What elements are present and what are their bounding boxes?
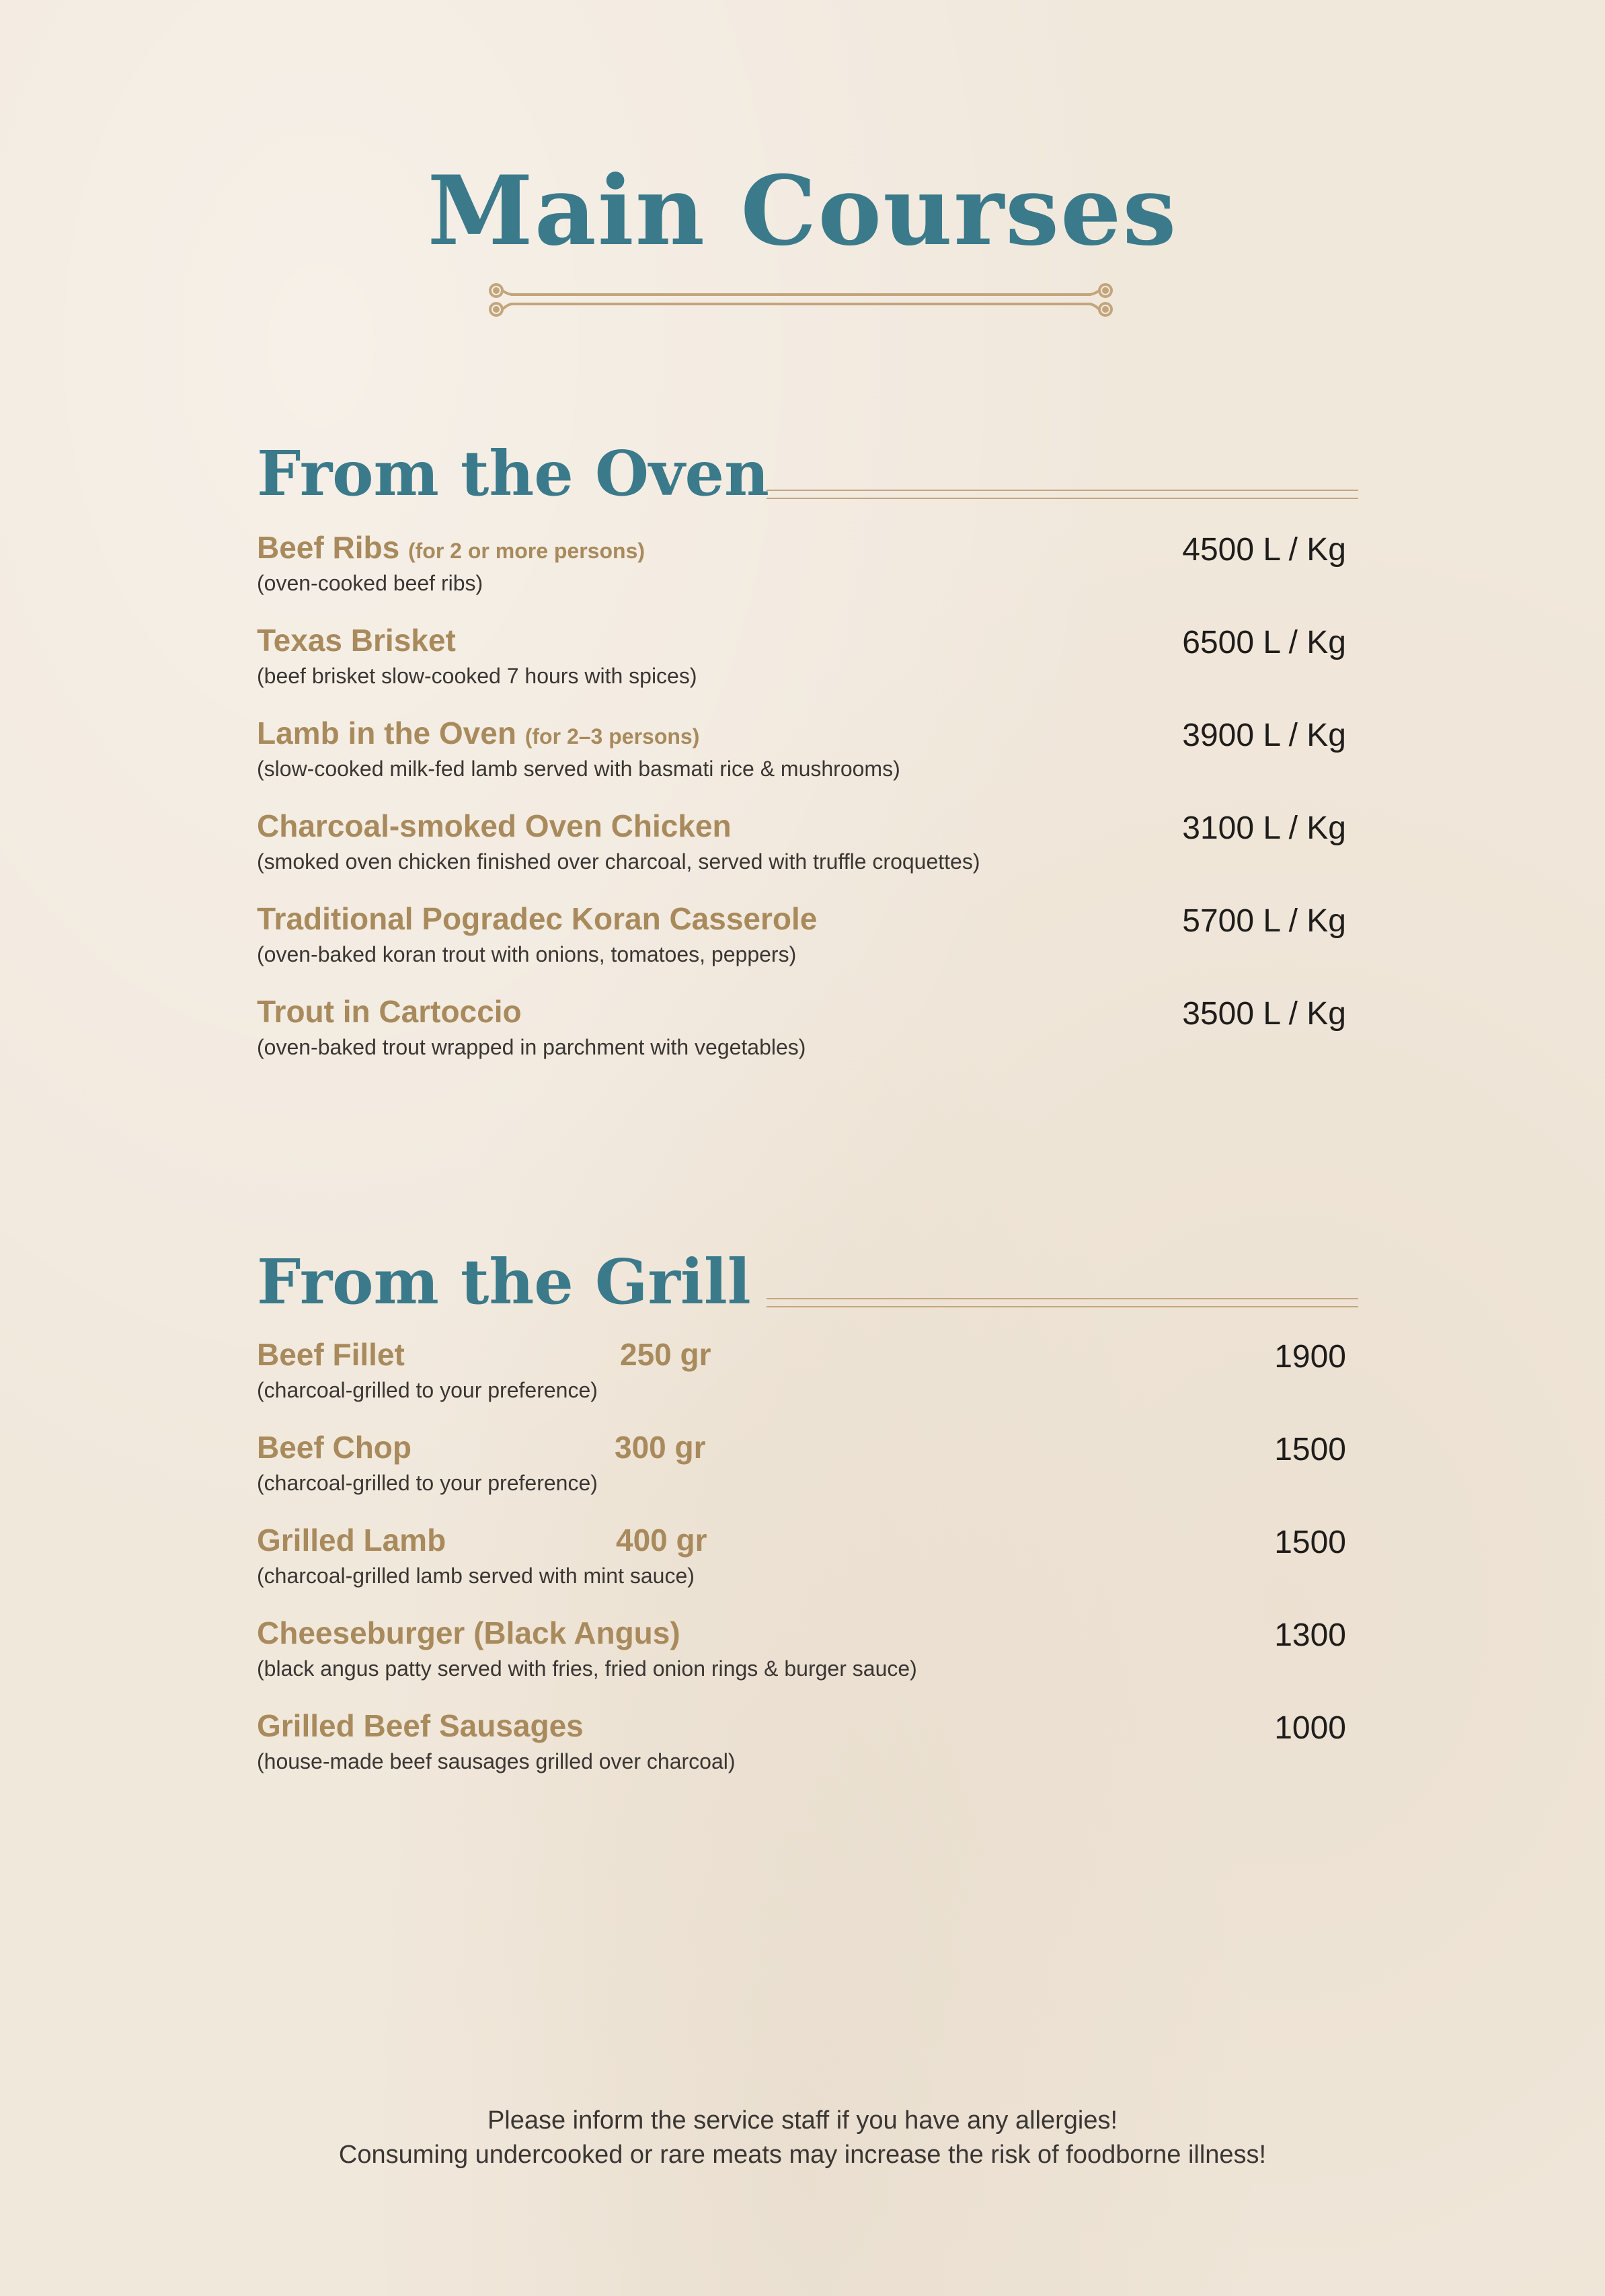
item-name: Beef Fillet xyxy=(257,1337,405,1372)
section-divider xyxy=(767,490,1358,499)
item-name: Cheeseburger (Black Angus) xyxy=(257,1615,680,1650)
item-description: (black angus patty served with fries, fried onion rings & burger sauce) xyxy=(257,1656,917,1681)
item-description: (charcoal-grilled lamb served with mint sauce) xyxy=(257,1564,695,1588)
item-description: (oven-baked trout wrapped in parchment with vegetables) xyxy=(257,1035,806,1059)
item-price: 3100 L / Kg xyxy=(1182,810,1346,846)
item-price: 1500 xyxy=(1274,1432,1346,1467)
item-price: 1500 xyxy=(1274,1525,1346,1560)
item-name: Trout in Cartoccio xyxy=(257,994,522,1029)
item-description: (slow-cooked milk-fed lamb served with basmati rice & mushrooms) xyxy=(257,757,900,781)
menu-item xyxy=(257,1708,1346,1789)
item-price: 5700 L / Kg xyxy=(1182,903,1346,939)
menu-item xyxy=(257,994,1346,1075)
title-ornament xyxy=(484,281,1118,319)
item-description: (smoked oven chicken finished over charcoal, served with truffle croquettes) xyxy=(257,849,980,874)
item-weight: 400 gr xyxy=(616,1523,707,1558)
allergy-notice xyxy=(0,2104,1605,2173)
section-title-oven: From the Oven xyxy=(257,437,769,510)
item-name: Traditional Pogradec Koran Casserole xyxy=(257,901,818,936)
menu-item xyxy=(257,808,1346,889)
item-weight: 300 gr xyxy=(615,1430,706,1465)
item-description: (oven-baked koran trout with onions, tomatoes, peppers) xyxy=(257,942,797,966)
item-note: (for 2 or more persons) xyxy=(407,539,645,563)
item-price: 4500 L / Kg xyxy=(1182,532,1346,568)
item-description: (oven-cooked beef ribs) xyxy=(257,571,483,595)
item-name: Texas Brisket xyxy=(257,623,456,658)
item-price: 1900 xyxy=(1274,1339,1346,1375)
item-price: 1000 xyxy=(1274,1710,1346,1746)
item-description: (charcoal-grilled to your preference) xyxy=(257,1471,598,1495)
menu-item xyxy=(257,530,1346,611)
section-title-grill: From the Grill xyxy=(257,1246,751,1318)
footer-line-allergies: Please inform the service staff if you have any allergies! xyxy=(487,2106,1118,2135)
item-name: Lamb in the Oven xyxy=(257,716,516,751)
item-price: 3900 L / Kg xyxy=(1182,718,1346,753)
item-note: (for 2–3 persons) xyxy=(524,724,700,749)
item-price: 6500 L / Kg xyxy=(1182,625,1346,660)
item-name: Beef Ribs xyxy=(257,530,400,565)
item-price: 3500 L / Kg xyxy=(1182,996,1346,1032)
menu-item xyxy=(257,1523,1346,1603)
item-weight: 250 gr xyxy=(620,1337,711,1372)
menu-item xyxy=(257,1615,1346,1696)
item-name: Grilled Lamb xyxy=(257,1523,446,1558)
menu-item xyxy=(257,1337,1346,1418)
menu-item xyxy=(257,716,1346,796)
item-price: 1300 xyxy=(1274,1617,1346,1653)
section-divider xyxy=(767,1298,1358,1307)
menu-item xyxy=(257,623,1346,703)
menu-item xyxy=(257,1430,1346,1510)
item-description: (charcoal-grilled to your preference) xyxy=(257,1378,598,1402)
menu-item xyxy=(257,901,1346,982)
footer-line-undercooked: Consuming undercooked or rare meats may increase the risk of foodborne illness! xyxy=(338,2141,1267,2170)
item-name: Beef Chop xyxy=(257,1430,412,1465)
item-name: Grilled Beef Sausages xyxy=(257,1708,584,1743)
item-name: Charcoal-smoked Oven Chicken xyxy=(257,808,732,843)
item-description: (beef brisket slow-cooked 7 hours with spices) xyxy=(257,664,697,688)
item-description: (house-made beef sausages grilled over charcoal) xyxy=(257,1749,736,1773)
page-title: Main Courses xyxy=(427,155,1178,267)
